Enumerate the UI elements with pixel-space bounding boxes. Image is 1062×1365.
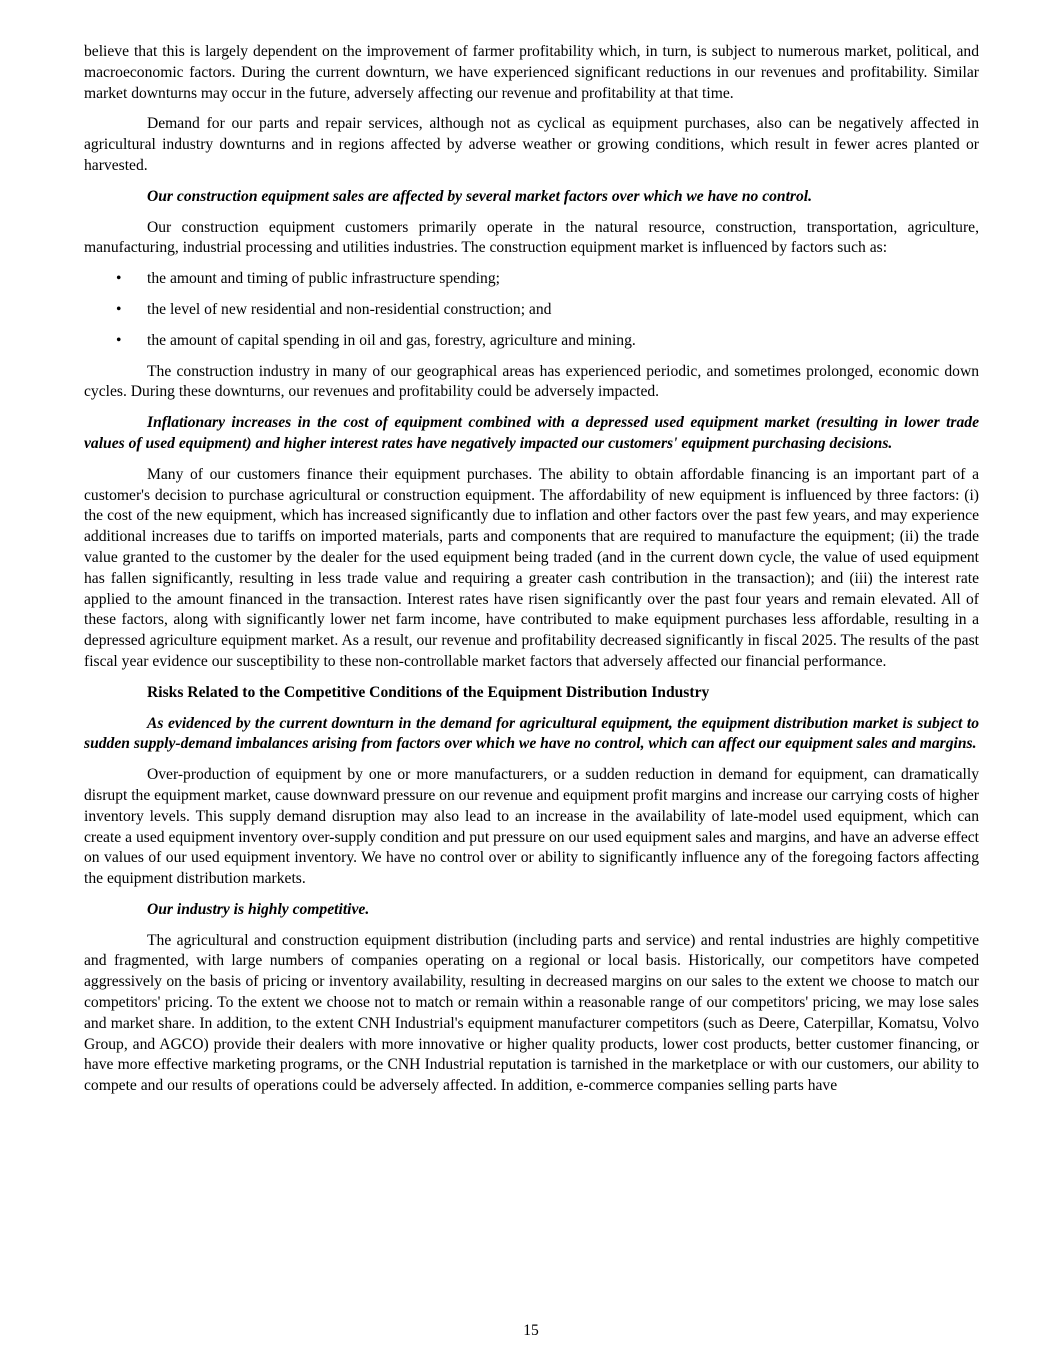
risk-heading-competitive: Our industry is highly competitive. (147, 900, 370, 918)
paragraph-construction-customers: Our construction equipment customers primarily operate in the natural resource, construction, transportation, agriculture, manufacturing, industrial processing and utilities industries. The construction equipment market is influenced by factors such as: (84, 218, 979, 257)
bullet-glyph: • (116, 300, 122, 318)
paragraph-over-production: Over-production of equipment by one or more manufacturers, or a sudden reduction in demand for equipment, can dramatically disrupt the equipment market, cause downward pressure on our revenue and equipment profit margins and increase our carrying costs of higher inventory levels. This supply demand disruption may also lead to an increase in the availability of late-model used equipment, which can create a used equipment inventory over-supply condition and put pressure on our used equipment sales and margins, and have an adverse effect on values of our used equipment inventory. We have no control over or ability to significantly influence any of the foregoing factors affecting the equipment distribution markets. (84, 766, 979, 888)
paragraph-competition: The agricultural and construction equipment distribution (including parts and service) and rental industries are highly competitive and fragmented, with large numbers of companies operating on a regional or local basis. Historically, our competitors have competed aggressively on the basis of pricing or inventory availability, resulting in decreased margins on our sales to the extent we choose to match our competitors' pricing. To the extent we choose not to match or remain within a reasonable range of our competitors' pricing, we may lose sales and market share. In addition, to the extent CNH Industrial's equipment manufacturer competitors (such as Deere, Caterpillar, Komatsu, Volvo Group, and AGCO) provide their dealers with more innovative or higher quality products, lower cost products, better customer financing, or have more effective marketing programs, or the CNH Industrial reputation is tarnished in the marketplace or with our customers, our ability to compete and our results of operations could be adversely affected. In addition, e-commerce companies selling parts have (84, 931, 979, 1095)
list-item (84, 269, 979, 290)
risk-heading-inflation: Inflationary increases in the cost of equipment combined with a depressed used equipment market (resulting in lower trade values of used equipment) and higher interest rates have negatively impacted our customers' equipment purchasing decisions. (84, 414, 979, 452)
list-item-text: the level of new residential and non-residential construction; and (147, 300, 552, 318)
list-item-text: the amount and timing of public infrastructure spending; (147, 270, 500, 288)
section-heading-competitive-conditions: Risks Related to the Competitive Conditions of the Equipment Distribution Industry (147, 683, 710, 701)
bullet-glyph: • (116, 331, 122, 349)
document-body (84, 42, 979, 1107)
construction-factors-list (84, 269, 979, 351)
risk-heading-supply-demand: As evidenced by the current downturn in the demand for agricultural equipment, the equipment distribution market is subject to sudden supply-demand imbalances arising from factors over which we have no control, which can affect our equipment sales and margins. (84, 714, 979, 753)
paragraph-farmer-profitability: believe that this is largely dependent on the improvement of farmer profitability which, in turn, is subject to numerous market, political, and macroeconomic factors. During the current downturn, we have experienced significant reductions in our revenues and profitability. Similar market downturns may occur in the future, adversely affecting our revenue and profitability at that time. (84, 43, 979, 102)
list-item (84, 331, 979, 352)
paragraph-construction-cycles: The construction industry in many of our geographical areas has experienced periodic, and sometimes prolonged, economic down cycles. During these downturns, our revenues and profitability could be adversely impacted. (84, 362, 979, 401)
paragraph-parts-repair-demand: Demand for our parts and repair services, although not as cyclical as equipment purchases, also can be negatively affected in agricultural industry downturns and in regions affected by adverse weather or growing conditions, which result in fewer acres planted or harvested. (84, 115, 979, 174)
paragraph-financing: Many of our customers finance their equipment purchases. The ability to obtain affordable financing is an important part of a customer's decision to purchase agricultural or construction equipment. The affordability of new equipment is influenced by three factors: (i) the cost of the new equipment, which has increased significantly due to inflation and other factors over the past few years, and may experience additional increases due to tariffs on imported materials, parts and components that are required to manufacture the equipment; (ii) the trade value granted to the customer by the dealer for the used equipment being traded (and in the current down cycle, the value of used equipment has fallen significantly, resulting in less trade value and requiring a greater cash contribution in the transaction); and (iii) the interest rate applied to the amount financed in the transaction. Interest rates have risen significantly over the past four years and remain elevated. All of these factors, along with significantly lower net farm income, have contributed to make equipment purchases less affordable, resulting in a depressed agriculture equipment market. As a result, our revenue and profitability decreased significantly in fiscal 2025. The results of the past fiscal year evidence our susceptibility to these non-controllable market factors that adversely affected our financial performance. (84, 465, 979, 670)
list-item-text: the amount of capital spending in oil and gas, forestry, agriculture and mining. (147, 331, 636, 349)
bullet-glyph: • (116, 270, 122, 288)
page-number: 15 (523, 1322, 539, 1339)
risk-heading-construction-sales: Our construction equipment sales are affected by several market factors over which we have no control. (147, 187, 813, 205)
list-item (84, 300, 979, 321)
